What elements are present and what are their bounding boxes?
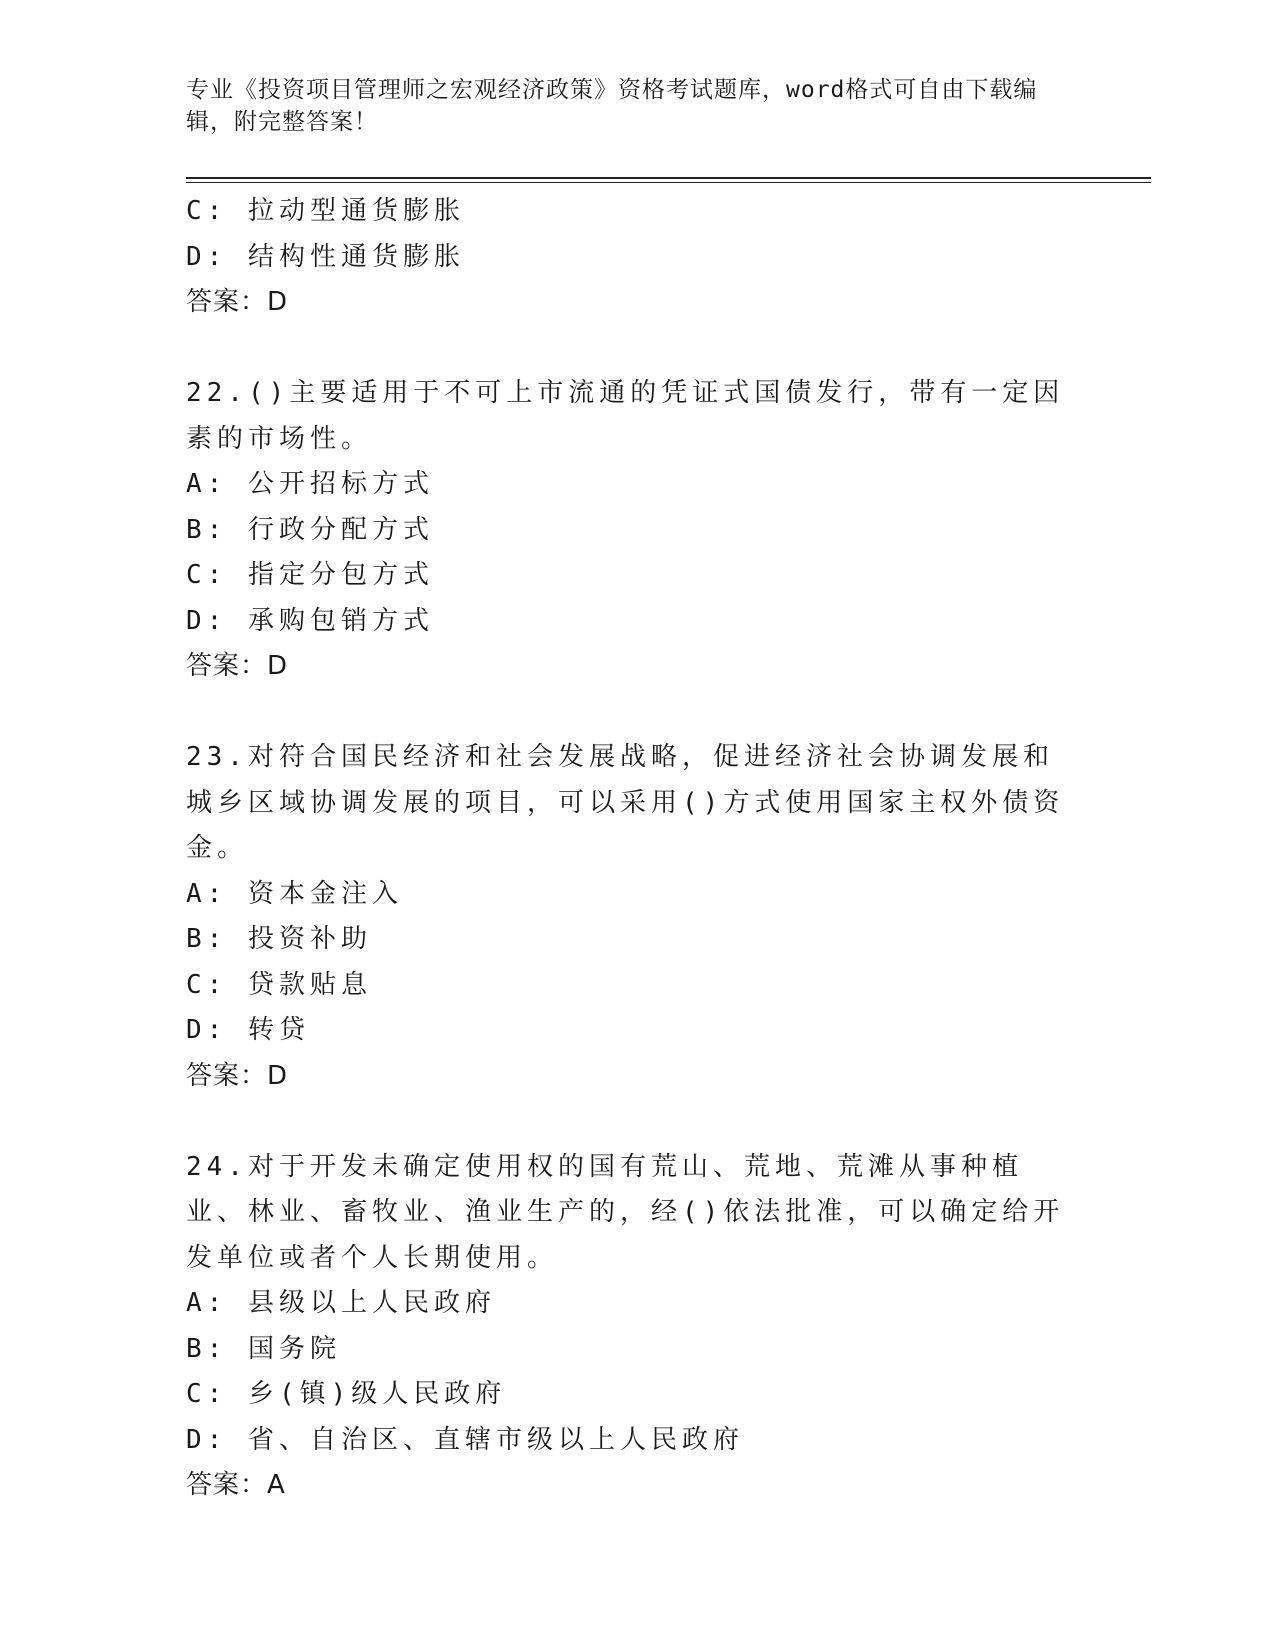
- spacer: [186, 326, 1086, 372]
- option-c: C: 指定分包方式: [186, 560, 434, 590]
- answer-line: 答案：A: [186, 1470, 286, 1500]
- answer-line: 答案：D: [186, 1060, 289, 1091]
- question-23: [186, 735, 1086, 1099]
- question-list: [186, 189, 1086, 1509]
- option-b: B: 国务院: [186, 1333, 341, 1364]
- spacer: [186, 1099, 1086, 1145]
- option-c: C: 贷款贴息: [186, 969, 372, 1000]
- option-a: A: 公开招标方式: [186, 469, 434, 499]
- option-c: C: 乡(镇)级人民政府: [186, 1379, 507, 1409]
- header-divider-thick: [186, 177, 1151, 179]
- answer-line: 答案：D: [186, 287, 289, 317]
- question-stem: 22.()主要适用于不可上市流通的凭证式国债发行，带有一定因素的市场性。: [186, 378, 1065, 454]
- option-d: D: 结构性通货膨胀: [186, 241, 465, 272]
- answer-line: 答案：D: [186, 651, 289, 681]
- question-22: [186, 371, 1086, 690]
- option-a: A: 资本金注入: [186, 878, 403, 909]
- option-a: A: 县级以上人民政府: [186, 1288, 496, 1318]
- option-d: D: 省、自治区、直辖市级以上人民政府: [186, 1424, 744, 1455]
- question-21-continued: [186, 189, 1086, 326]
- option-b: B: 投资补助: [186, 924, 372, 954]
- header-divider-thin: [186, 182, 1151, 183]
- option-c: C: 拉动型通货膨胀: [186, 196, 465, 226]
- option-b: B: 行政分配方式: [186, 514, 434, 545]
- question-stem: 23.对符合国民经济和社会发展战略，促进经济社会协调发展和城乡区域协调发展的项目，可以采用()方式使用国家主权外债资金。: [186, 742, 1065, 863]
- option-d: D: 承购包销方式: [186, 605, 434, 636]
- question-stem: 24.对于开发未确定使用权的国有荒山、荒地、荒滩从事种植业、林业、畜牧业、渔业生产的，经()依法批准，可以确定给开发单位或者个人长期使用。: [186, 1151, 1065, 1273]
- option-d: D: 转贷: [186, 1015, 310, 1045]
- document-header: 专业《投资项目管理师之宏观经济政策》资格考试题库，word格式可自由下载编辑，附完整答案！: [186, 77, 1038, 135]
- spacer: [186, 690, 1086, 736]
- question-24: [186, 1145, 1086, 1509]
